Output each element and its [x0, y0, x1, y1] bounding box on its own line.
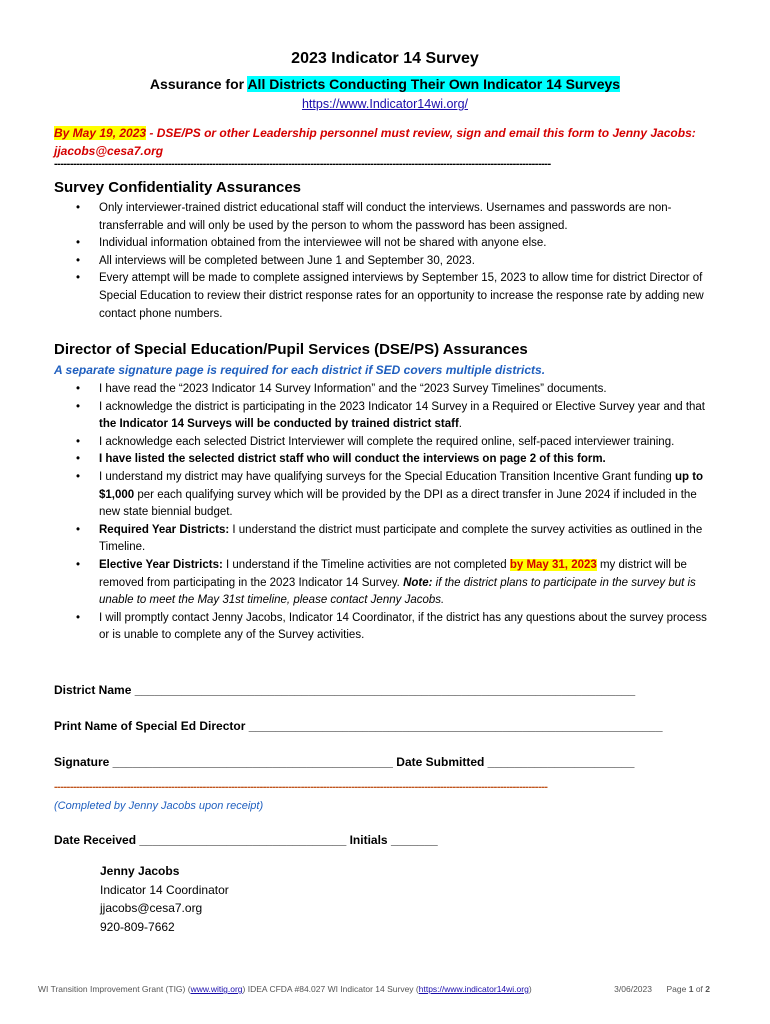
item-highlight-date: by May 31, 2023 [509, 558, 597, 571]
deadline-notice [54, 124, 724, 160]
list-item: • Only interviewer-trained district educational staff will conduct the interviews. Usernames and passwords are non-transferrable and will only be used by the person to whom the password has been assigned. [54, 200, 718, 235]
footer-text: ) [528, 984, 532, 994]
contact-block [100, 862, 229, 936]
deadline-text: - DSE/PS or other Leadership personnel must review, sign and email this form to Jenny Jacobs: jjacobs@cesa7.org [54, 126, 696, 158]
receipt-note: (Completed by Jenny Jacobs upon receipt) [54, 800, 264, 812]
deadline-date: By May 19, 2023 [54, 126, 147, 140]
footer-text: WI Transition Improvement Grant (TIG) ( [38, 984, 191, 994]
page-footer [38, 984, 728, 994]
list-item [54, 557, 718, 610]
page-of: of [693, 984, 706, 994]
page-number [667, 984, 711, 994]
list-item: • Every attempt will be made to complete assigned interviews by September 15, 2023 to allow time for district Director of Special Education to review their district response rates for an opportunity to increase the response rate by adding new contact phone numbers. [54, 270, 718, 323]
item-text: I understand the district must participate and complete the survey activities as outlined in the Timeline. [99, 523, 703, 554]
subtitle-prefix: Assurance for [149, 76, 248, 92]
item-note-label: Note: [403, 576, 433, 589]
item-text: I acknowledge the district is participating in the 2023 Indicator 14 Survey in a Required or Elective Survey year and that [99, 400, 706, 413]
item-note-text: if the district plans to participate in the survey but is unable to meet the May 31st timeline, please contact Jenny Jacobs. [99, 576, 696, 607]
receipt-separator: ------------------------------------------------------------------------------------------------------------------------------------------------------------ [54, 781, 548, 793]
list-item [54, 451, 718, 469]
item-bold-text: I have listed the selected district staff who will conduct the interviews on page 2 of this form. [99, 453, 606, 466]
contact-name: Jenny Jacobs [100, 864, 180, 878]
list-item: • All interviews will be completed between June 1 and September 30, 2023. [54, 253, 718, 271]
item-text: my district will be removed from participating in the 2023 Indicator 14 Survey. [99, 558, 687, 589]
page-current: 1 [688, 984, 694, 994]
list-item [54, 469, 718, 522]
page-prefix: Page [666, 984, 689, 994]
list-item [54, 522, 718, 557]
list-item [54, 399, 718, 434]
item-text: I understand my district may have qualifying surveys for the Special Education Transition Incentive Grant funding [99, 470, 675, 483]
contact-phone: 920-809-7662 [100, 919, 175, 934]
confidentiality-list [54, 200, 718, 323]
item-text: per each qualifying survey which will be provided by the DPI as a direct transfer in June 2024 if included in the new state biennial budget. [99, 488, 697, 519]
item-bold-text: Required Year Districts: [99, 523, 230, 536]
item-text: . [458, 418, 462, 431]
signature-date-field[interactable]: Signature __________________________________________ Date Submitted ______________________ [54, 755, 635, 769]
item-bold-text: the Indicator 14 Surveys will be conducted by trained district staff [99, 418, 459, 431]
list-item: • I have read the “2023 Indicator 14 Survey Information” and the “2023 Survey Timelines” documents. [54, 381, 718, 399]
footer-text: ) IDEA CFDA #84.027 WI Indicator 14 Survey ( [242, 984, 419, 994]
separator-line: ------------------------------------------------------------------------------------------------------------------------------------------------------------- [54, 158, 551, 170]
signature-page-note: A separate signature page is required for each district if SED covers multiple districts. [54, 363, 546, 377]
page-title: 2023 Indicator 14 Survey [291, 50, 479, 67]
page-subtitle [0, 76, 770, 92]
indicator14-link[interactable]: https://www.indicator14wi.org [418, 984, 529, 994]
confidentiality-heading: Survey Confidentiality Assurances [54, 179, 302, 196]
witig-link[interactable]: www.witig.org [190, 984, 243, 994]
district-name-field[interactable]: District Name ___________________________________________________________________________ [54, 683, 636, 697]
list-item: • I acknowledge each selected District Interviewer will complete the required online, self-paced interviewer training. [54, 434, 718, 452]
director-heading: Director of Special Education/Pupil Services (DSE/PS) Assurances [54, 341, 528, 358]
list-item: • I will promptly contact Jenny Jacobs, Indicator 14 Coordinator, if the district has any questions about the survey process or is unable to complete any of the Survey activities. [54, 610, 718, 645]
contact-role: Indicator 14 Coordinator [100, 882, 229, 897]
director-list [54, 381, 718, 645]
survey-url-link[interactable]: https://www.Indicator14wi.org/ [301, 97, 469, 111]
list-item: • Individual information obtained from the interviewee will not be shared with anyone else. [54, 235, 718, 253]
subtitle-highlight: All Districts Conducting Their Own Indicator 14 Surveys [247, 76, 621, 92]
item-bold-text: up to $1,000 [99, 470, 704, 501]
item-text: I understand if the Timeline activities are not completed [222, 558, 510, 571]
footer-date: 3/06/2023 [614, 984, 652, 994]
date-received-field[interactable]: Date Received _______________________________ Initials _______ [54, 833, 438, 847]
director-name-field[interactable]: Print Name of Special Ed Director ______________________________________________________________ [54, 719, 663, 733]
page-total: 2 [705, 984, 710, 994]
item-bold-text: Elective Year Districts: [99, 558, 223, 571]
contact-email: jjacobs@cesa7.org [100, 901, 203, 915]
